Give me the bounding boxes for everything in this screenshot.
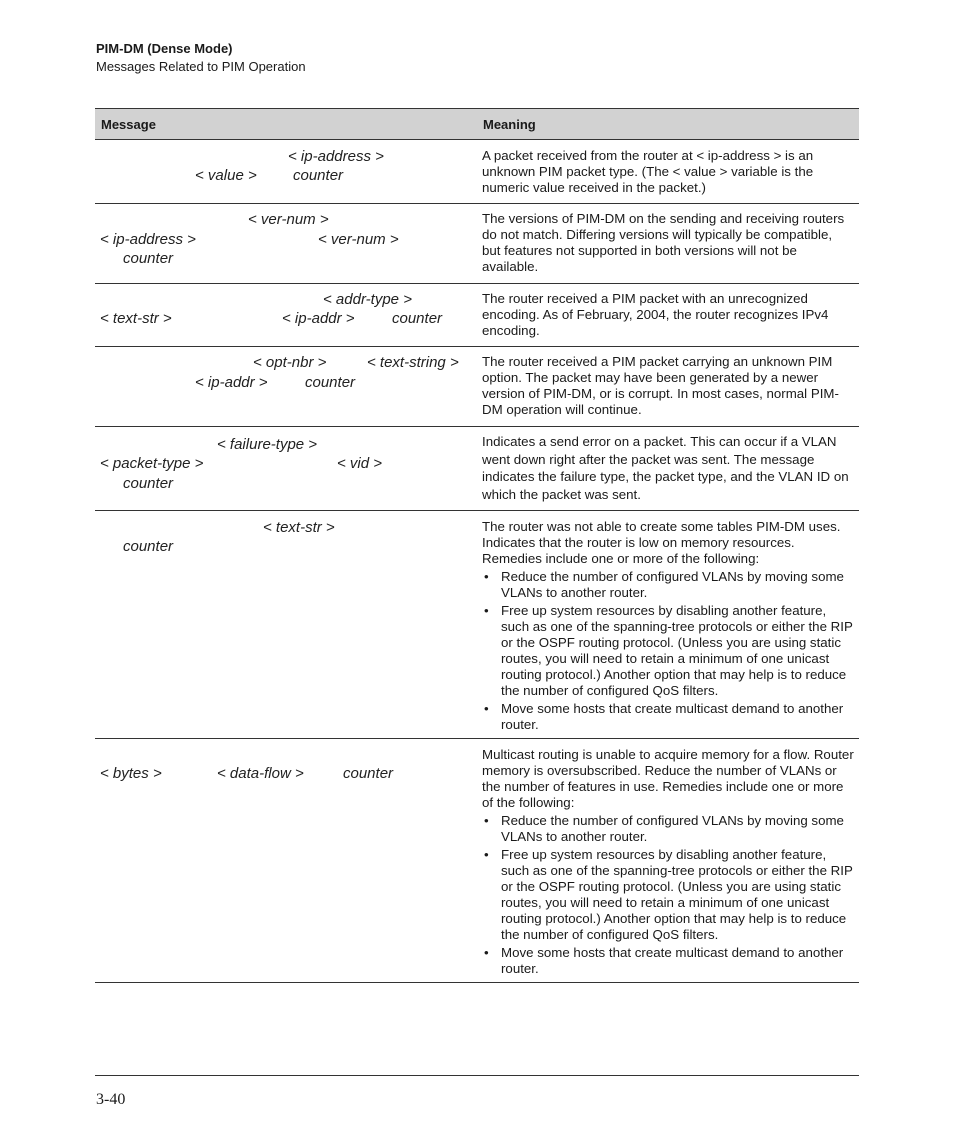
meaning-cell [482, 211, 854, 275]
running-header-subtitle: Messages Related to PIM Operation [96, 59, 306, 74]
table-row [95, 140, 859, 204]
col-header-message: Message [101, 117, 156, 132]
table-row [95, 427, 859, 511]
message-fragment: counter [343, 765, 394, 782]
message-cell [95, 347, 475, 426]
message-cell [95, 427, 475, 510]
message-fragment: < ip-addr > [282, 310, 355, 327]
remedy-list [482, 813, 854, 977]
remedy-list [482, 569, 854, 733]
list-item: • Move some hosts that create multicast demand to another router. [482, 945, 854, 977]
table-row [95, 204, 859, 284]
message-cell [95, 739, 475, 982]
message-fragment: < ver-num > [248, 211, 329, 228]
table-header [95, 108, 859, 140]
message-cell [95, 284, 475, 346]
message-fragment: < value > [195, 167, 257, 184]
table-row [95, 511, 859, 739]
meaning-text: Indicates a send error on a packet. This can occur if a VLAN went down right after the packet was sent. The message indicates the failure type, the packet type, and the VLAN ID on which the packet was sent. [482, 434, 849, 502]
message-fragment: < addr-type > [323, 291, 412, 308]
meaning-cell [482, 354, 854, 418]
message-cell [95, 140, 475, 203]
meaning-cell [482, 519, 854, 733]
message-fragment: < ver-num > [318, 231, 399, 248]
meaning-text: The router received a PIM packet with an unrecognized encoding. As of February, 2004, the router recognizes IPv4 encoding. [482, 291, 829, 338]
meaning-text: Multicast routing is unable to acquire memory for a flow. Router memory is oversubscribed. Reduce the number of VLANs or the number of features in use. Remedies include one or more of the following: [482, 747, 854, 810]
list-item: • Free up system resources by disabling another feature, such as one of the spanning-tree protocols or either the RIP or the OSPF routing protocol. (Unless you are using static routes, you will need to retain a minimum of one unicast routing protocol.) Another option that may help is to reduce the number of configured QoS filters. [482, 603, 854, 699]
message-fragment: < text-string > [367, 354, 459, 371]
meaning-text: The router received a PIM packet carrying an unknown PIM option. The packet may have been generated by a newer version of PIM-DM, or is corrupt. In most cases, normal PIM-DM operation will continue. [482, 354, 839, 417]
message-fragment: < packet-type > [100, 455, 204, 472]
meaning-text: The router was not able to create some tables PIM-DM uses. Indicates that the router is low on memory resources. Remedies include one or more of the following: [482, 519, 841, 566]
message-fragment: < failure-type > [217, 436, 318, 453]
footer-rule [95, 1075, 859, 1076]
message-fragment: < data-flow > [217, 765, 304, 782]
message-fragment: counter [305, 374, 356, 391]
meaning-cell [482, 433, 854, 503]
message-fragment: < opt-nbr > [253, 354, 327, 371]
message-fragment: < text-str > [100, 310, 172, 327]
message-fragment: < ip-address > [288, 148, 384, 165]
list-item: • Move some hosts that create multicast demand to another router. [482, 701, 854, 733]
col-header-meaning: Meaning [483, 117, 536, 132]
meaning-text: The versions of PIM-DM on the sending and receiving routers do not match. Differing versions will typically be compatible, but features not supported in both versions will not be available. [482, 211, 845, 274]
message-fragment: counter [123, 475, 174, 492]
meaning-cell [482, 291, 854, 339]
message-fragment: counter [392, 310, 443, 327]
message-fragment: counter [123, 250, 174, 267]
message-fragment: < bytes > [100, 765, 162, 782]
table-row [95, 284, 859, 347]
list-item: • Reduce the number of configured VLANs by moving some VLANs to another router. [482, 813, 854, 845]
meaning-cell [482, 747, 854, 977]
table-row [95, 347, 859, 427]
message-fragment: counter [123, 538, 174, 555]
meaning-cell [482, 148, 854, 196]
meaning-text: A packet received from the router at < ip-address > is an unknown PIM packet type. (The < value > variable is the numeric value received in the packet.) [482, 148, 814, 195]
running-header-title: PIM-DM (Dense Mode) [96, 41, 233, 56]
page-number: 3-40 [96, 1091, 126, 1108]
message-cell [95, 204, 475, 283]
message-cell [95, 511, 475, 738]
message-fragment: < vid > [337, 455, 383, 472]
message-fragment: counter [293, 167, 344, 184]
message-table [95, 108, 859, 983]
table-row [95, 739, 859, 983]
list-item: • Free up system resources by disabling another feature, such as one of the spanning-tree protocols or either the RIP or the OSPF routing protocol. (Unless you are using static routes, you will need to retain a minimum of one unicast routing protocol.) Another option that may help is to reduce the number of configured QoS filters. [482, 847, 854, 943]
message-fragment: < ip-addr > [195, 374, 268, 391]
list-item: • Reduce the number of configured VLANs by moving some VLANs to another router. [482, 569, 854, 601]
message-fragment: < text-str > [263, 519, 335, 536]
message-fragment: < ip-address > [100, 231, 196, 248]
